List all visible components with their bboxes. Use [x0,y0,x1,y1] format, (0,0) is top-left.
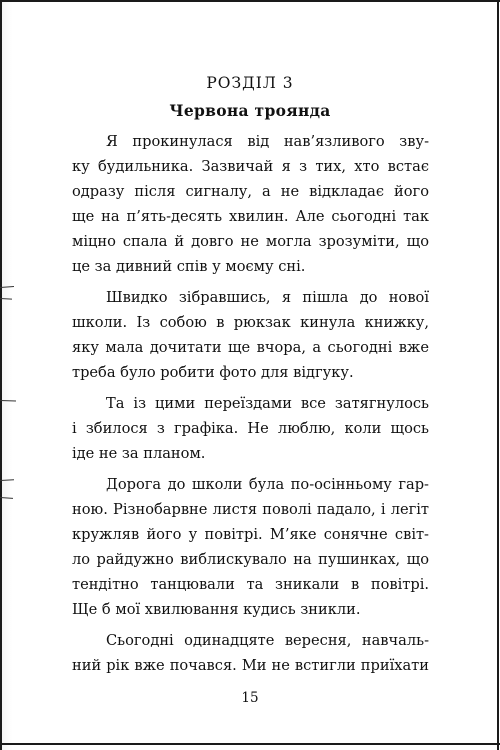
paragraph [72,285,429,385]
text-line: Швидко зібравшись, я пішла до нової [106,289,429,306]
text-line: школи. Із собою в рюкзак кинула книжку, [72,314,429,331]
text-line: це за дивний спів у моєму сні. [72,258,306,275]
paragraph [72,391,429,466]
text-line: і збилося з графіка. Не люблю, коли щось [72,420,429,437]
text-line: міцно спала й довго не могла зрозуміти, що [72,233,429,250]
text-line: Сьогодні одинадцяте вересня, навчаль- [106,632,429,649]
page-border-top [0,0,500,2]
text-line: тендітно танцювали та зникали в повітрі. [72,576,429,593]
text-line: кружляв його у повітрі. М’яке сонячне світ- [72,526,429,543]
text-line: Ще б мої хвилювання кудись зникли. [72,601,361,618]
text-line: ний рік вже почався. Ми не встигли приїхати [72,657,429,674]
chapter-number: РОЗДІЛ 3 [206,74,294,92]
text-line: одразу після сигналу, а не відкладає його [72,183,429,200]
text-line: Я прокинулася від нав’язливого зву- [106,133,429,150]
text-line: ще на п’ять-десять хвилин. Але сьогодні так [72,208,429,225]
page-border-bottom [0,743,500,745]
paragraph [72,129,429,279]
page-number: 15 [241,690,259,706]
paragraph [72,472,429,622]
text-line: іде не за планом. [72,445,206,462]
paragraph [72,628,429,678]
text-line: яку мала дочитати ще вчора, а сьогодні вже [72,339,429,356]
text-line: Та із цими переїздами все затягнулось [106,395,429,412]
text-line: ло райдужно виблискувало на пушинках, що [72,551,429,568]
chapter-body [72,129,429,684]
text-line: ною. Різнобарвне листя поволі падало, і легіт [72,501,429,518]
text-line: треба було робити фото для відгуку. [72,364,354,381]
text-line: Дорога до школи була по-осінньому гар- [106,476,429,493]
text-line: ку будильника. Зазвичай я з тих, хто встає [72,158,429,175]
chapter-title: Червона троянда [169,101,331,120]
